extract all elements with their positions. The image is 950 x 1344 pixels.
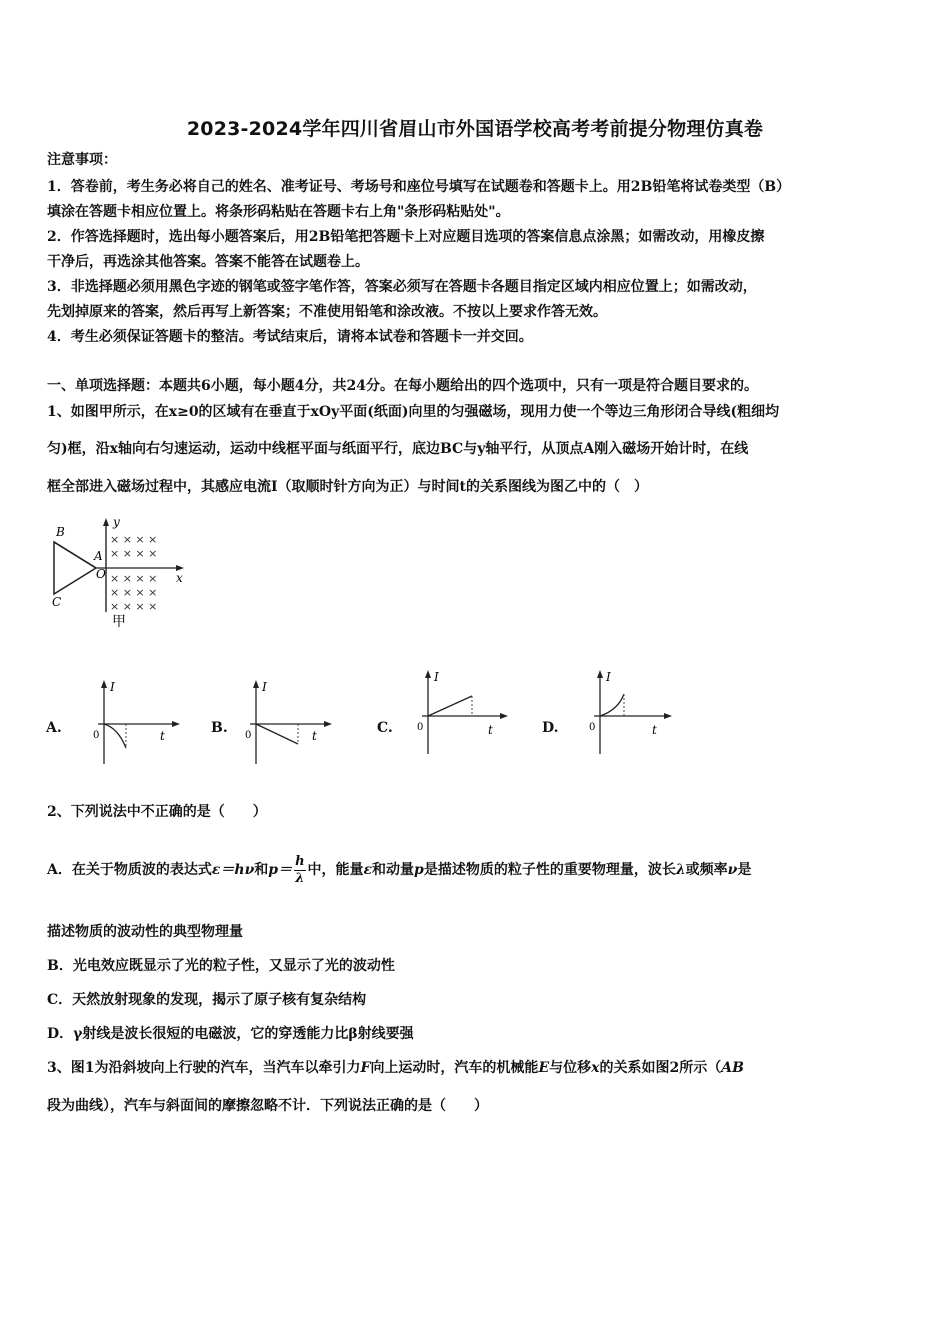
q2-option-a-line-2: 描述物质的波动性的典型物理量 — [47, 924, 243, 940]
svg-text:× × × ×: × × × × — [110, 600, 158, 613]
option-a-label: A. — [46, 720, 62, 736]
figure-jia — [40, 512, 200, 632]
line-c — [428, 696, 472, 716]
option-b-graph — [240, 676, 336, 768]
line-b — [256, 724, 298, 744]
axis-t-c: t — [488, 723, 493, 737]
notice-line-4: 干净后，再选涂其他答案。答案不能答在试题卷上。 — [47, 254, 369, 270]
axis-i-d: I — [606, 670, 611, 684]
caption-jia: 甲 — [112, 614, 126, 630]
q2-a-text-2: 中，能量 — [307, 862, 364, 878]
q2-a-and: 和 — [254, 862, 269, 878]
triangle-frame — [54, 542, 96, 594]
q2-a-text-3: 和动量 — [372, 862, 415, 878]
q2-option-d: D．γ射线是波长很短的电磁波，它的穿透能力比β射线要强 — [47, 1026, 414, 1042]
q2-a-eps-formula: ε＝hν — [211, 862, 255, 878]
notice-heading: 注意事项： — [47, 152, 117, 168]
option-b-label: B. — [211, 720, 228, 736]
label-a: A — [94, 549, 103, 563]
origin-b: 0 — [245, 730, 252, 741]
q3-line-1 — [47, 1058, 907, 1078]
svg-text:× × × ×: × × × × — [110, 586, 158, 599]
magnetic-field-crosses — [110, 533, 157, 613]
q2-option-a — [47, 852, 907, 888]
label-o: O — [96, 567, 106, 581]
notice-line-1: 1．答卷前，考生务必将自己的姓名、准考证号、考场号和座位号填写在试题卷和答题卡上。用2B铅笔将试卷类型（B） — [47, 179, 791, 195]
label-y: y — [113, 515, 120, 529]
h-over-lambda-fraction — [294, 854, 305, 887]
notice-line-5: 3．非选择题必须用黑色字迹的钢笔或签字笔作答，答案必须写在答题卡各题目指定区域内相应位置上；如需改动， — [47, 279, 757, 295]
curve-d — [600, 694, 624, 716]
q2-a-lambda: λ — [675, 862, 686, 878]
q1-line-3: 框全部进入磁场过程中，其感应电流I（取顺时针方向为正）与时间t的关系图线为图乙中的（ ） — [47, 479, 649, 495]
section-heading: 一、单项选择题：本题共6小题，每小题4分，共24分。在每小题给出的四个选项中，只有一项是符合题目要求的。 — [47, 378, 758, 394]
curve-a — [104, 724, 126, 748]
q2-option-c: C．天然放射现象的发现，揭示了原子核有复杂结构 — [47, 992, 367, 1008]
q1-line-2: 匀)框，沿x轴向右匀速运动，运动中线框平面与纸面平行，底边BC与y轴平行，从顶点A刚入磁场开始计时，在线 — [47, 441, 749, 457]
axis-i-c: I — [434, 670, 439, 684]
label-c: C — [52, 595, 62, 609]
q2-stem: 2、下列说法中不正确的是（ ） — [47, 804, 267, 820]
notice-line-7: 4．考生必须保证答题卡的整洁。考试结束后，请将本试卷和答题卡一并交回。 — [47, 329, 533, 345]
frac-denominator: λ — [295, 870, 305, 886]
page-title: 2023-2024学年四川省眉山市外国语学校高考考前提分物理仿真卷 — [186, 118, 764, 140]
q2-a-p: p — [414, 862, 424, 878]
axis-i-a: I — [110, 680, 115, 694]
q3-text-2: 向上运动时，汽车的机械能 — [370, 1060, 539, 1076]
axis-t-d: t — [652, 723, 657, 737]
notice-line-3: 2．作答选择题时，选出每小题答案后，用2B铅笔把答题卡上对应题目选项的答案信息点涂黑；如需改动，用橡皮擦 — [47, 229, 765, 245]
q3-text-4: 的关系如图2所示（ — [599, 1060, 722, 1076]
svg-text:× × × ×: × × × × — [110, 533, 158, 546]
q2-a-text-4: 是描述物质的粒子性的重要物理量，波长 — [423, 862, 676, 878]
q3-text-3: 与位移 — [549, 1060, 592, 1076]
q3-text-1: 3、图1为沿斜坡向上行驶的汽车，当汽车以牵引力 — [47, 1060, 361, 1076]
origin-c: 0 — [417, 722, 424, 733]
option-c-graph — [412, 666, 512, 758]
axis-t-b: t — [312, 729, 317, 743]
q3-e: E — [538, 1060, 550, 1076]
q1-line-1: 1、如图甲所示，在x≥0的区域有在垂直于xOy平面(纸面)向里的匀强磁场，现用力使一个等边三角形闭合导线(粗细均 — [47, 404, 780, 420]
label-x: x — [176, 571, 183, 585]
q2-a-text-6: 是 — [737, 862, 752, 878]
origin-a: 0 — [93, 730, 100, 741]
label-b: B — [56, 525, 65, 539]
svg-text:× × × ×: × × × × — [110, 572, 158, 585]
notice-line-2: 填涂在答题卡相应位置上。将条形码粘贴在答题卡右上角"条形码粘贴处"。 — [47, 204, 510, 220]
q2-a-nu: ν — [727, 862, 738, 878]
option-c-label: C. — [377, 720, 393, 736]
axis-t-a: t — [160, 729, 165, 743]
notice-line-6: 先划掉原来的答案，然后再写上新答案；不准使用铅笔和涂改液。不按以上要求作答无效。 — [47, 304, 607, 320]
option-a-graph — [88, 676, 184, 768]
q2-a-p-formula: p＝ — [268, 862, 293, 878]
q3-f: F — [360, 1060, 371, 1076]
q2-a-text-5: 或频率 — [685, 862, 728, 878]
q3-ab: AB — [721, 1060, 744, 1076]
svg-text:× × × ×: × × × × — [110, 547, 158, 560]
q2-a-eps: ε — [363, 862, 373, 878]
origin-d: 0 — [589, 722, 596, 733]
q2-a-text-1: A．在关于物质波的表达式 — [47, 862, 212, 878]
option-d-label: D. — [542, 720, 559, 736]
q2-option-b: B．光电效应既显示了光的粒子性，又显示了光的波动性 — [47, 958, 395, 974]
q3-x: x — [591, 1060, 600, 1076]
option-d-graph — [584, 666, 680, 758]
q3-line-2: 段为曲线），汽车与斜面间的摩擦忽略不计．下列说法正确的是（ ） — [47, 1098, 488, 1114]
axis-i-b: I — [262, 680, 267, 694]
frac-numerator: h — [295, 853, 305, 869]
